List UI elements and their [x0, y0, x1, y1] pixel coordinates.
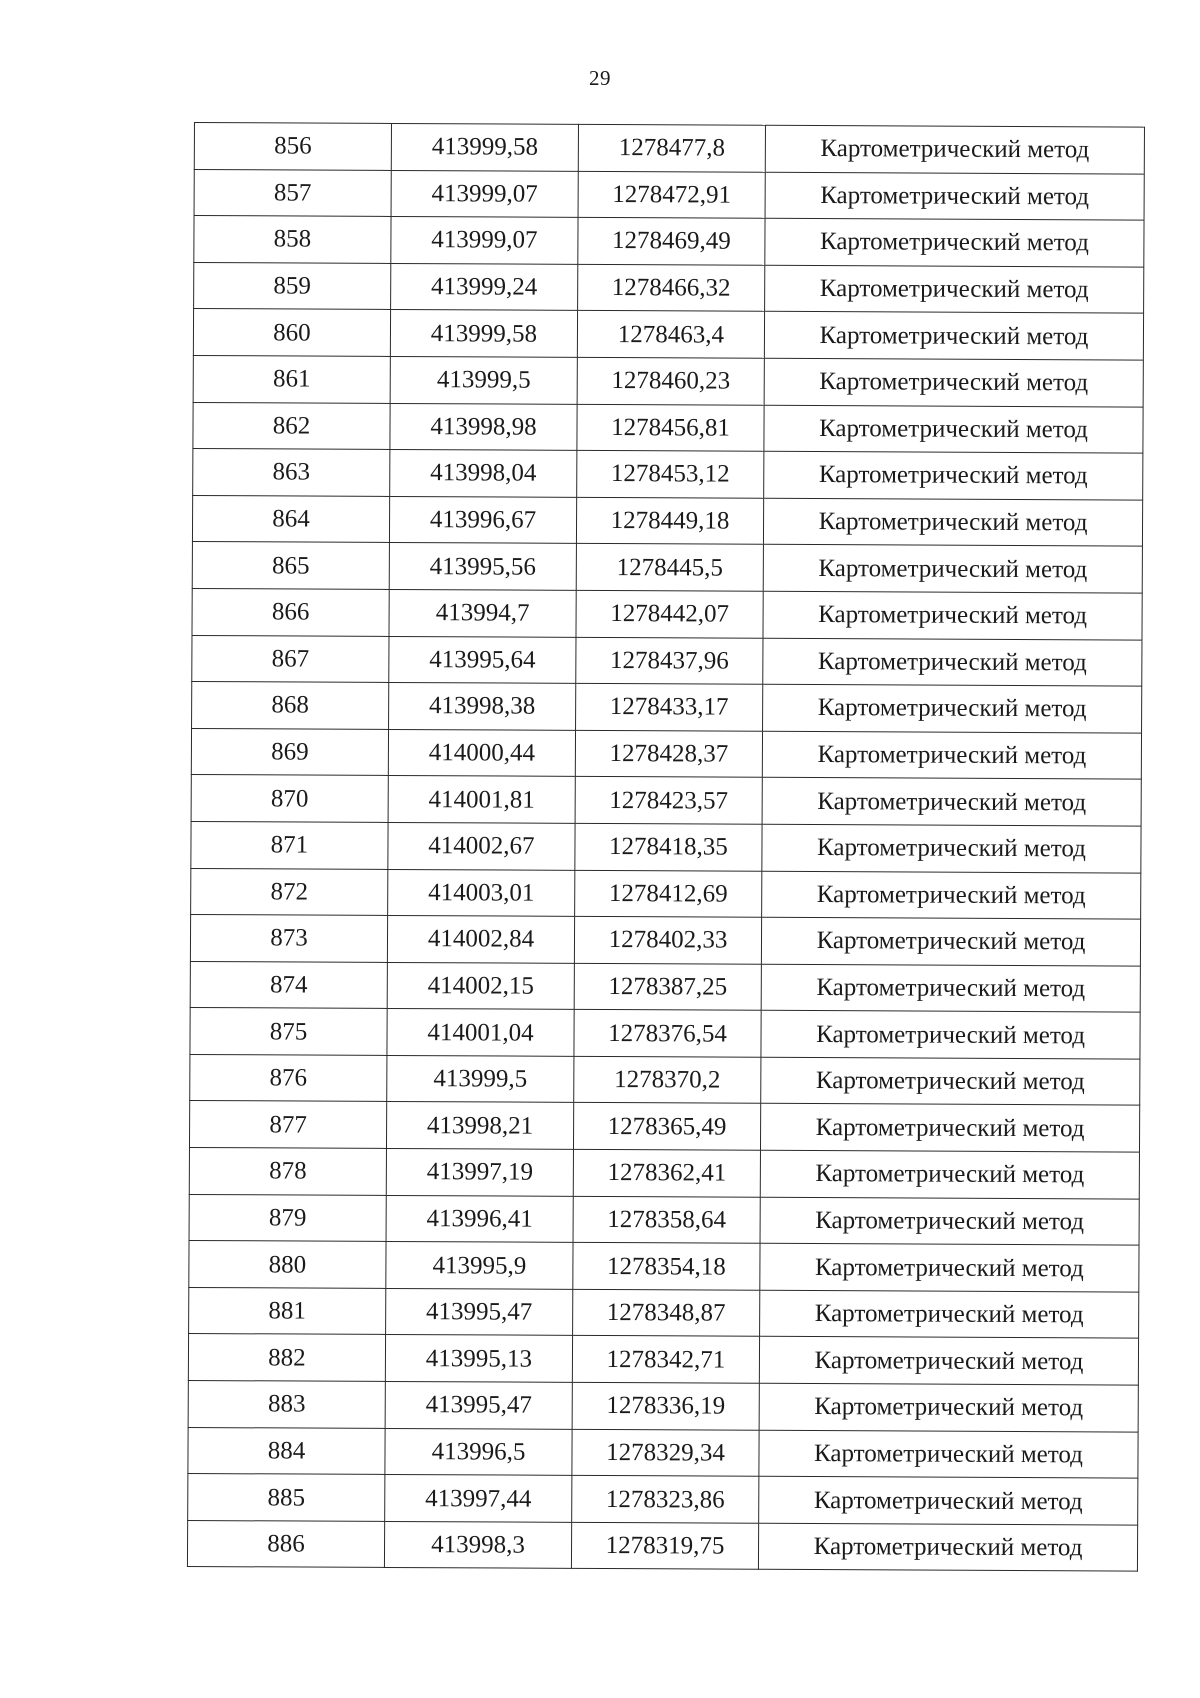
- method-cell: Картометрический метод: [762, 871, 1141, 919]
- point-number-cell: 880: [189, 1241, 386, 1289]
- point-number-cell: 883: [188, 1381, 385, 1429]
- method-cell: Картометрический метод: [761, 917, 1140, 965]
- table-row: [189, 1194, 1139, 1245]
- y-coordinate-cell: 1278358,64: [573, 1196, 760, 1244]
- y-coordinate-cell: 1278336,19: [572, 1382, 759, 1430]
- x-coordinate-cell: 413995,47: [385, 1381, 572, 1429]
- y-coordinate-cell: 1278466,32: [578, 264, 765, 312]
- point-number-cell: 875: [190, 1008, 387, 1056]
- x-coordinate-cell: 413999,5: [387, 1055, 574, 1103]
- point-number-cell: 882: [188, 1334, 385, 1382]
- point-number-cell: 859: [194, 262, 391, 310]
- x-coordinate-cell: 413997,44: [385, 1475, 572, 1523]
- y-coordinate-cell: 1278365,49: [573, 1103, 760, 1151]
- method-cell: Картометрический метод: [760, 1104, 1139, 1152]
- point-number-cell: 879: [189, 1194, 386, 1242]
- table-row: [189, 1101, 1139, 1152]
- point-number-cell: 871: [191, 821, 388, 869]
- y-coordinate-cell: 1278402,33: [574, 916, 761, 964]
- x-coordinate-cell: 414001,81: [388, 776, 575, 824]
- point-number-cell: 869: [191, 728, 388, 776]
- table-row: [189, 1287, 1139, 1338]
- method-cell: Картометрический метод: [763, 498, 1142, 546]
- point-number-cell: 858: [194, 216, 391, 264]
- table-row: [193, 449, 1143, 500]
- table-row: [190, 1008, 1140, 1059]
- point-number-cell: 885: [188, 1474, 385, 1522]
- y-coordinate-cell: 1278329,34: [572, 1429, 759, 1477]
- point-number-cell: 862: [193, 402, 390, 450]
- point-number-cell: 881: [189, 1287, 386, 1335]
- y-coordinate-cell: 1278423,57: [575, 777, 762, 825]
- table-row: [187, 1520, 1137, 1571]
- x-coordinate-cell: 413999,24: [391, 263, 578, 311]
- method-cell: Картометрический метод: [761, 1057, 1140, 1105]
- x-coordinate-cell: 413994,7: [389, 589, 576, 637]
- method-cell: Картометрический метод: [762, 824, 1141, 872]
- y-coordinate-cell: 1278433,17: [576, 683, 763, 731]
- x-coordinate-cell: 413999,07: [391, 217, 578, 265]
- table-row: [194, 216, 1144, 267]
- table-row: [194, 262, 1144, 313]
- y-coordinate-cell: 1278412,69: [575, 870, 762, 918]
- x-coordinate-cell: 413999,58: [390, 310, 577, 358]
- point-number-cell: 870: [191, 775, 388, 823]
- y-coordinate-cell: 1278453,12: [577, 451, 764, 499]
- y-coordinate-cell: 1278460,23: [577, 357, 764, 405]
- x-coordinate-cell: 413995,47: [386, 1288, 573, 1336]
- method-cell: Картометрический метод: [760, 1197, 1139, 1245]
- y-coordinate-cell: 1278348,87: [573, 1289, 760, 1337]
- x-coordinate-cell: 413996,67: [389, 496, 576, 544]
- x-coordinate-cell: 413999,58: [391, 123, 578, 171]
- y-coordinate-cell: 1278370,2: [574, 1056, 761, 1104]
- coordinates-table: [187, 122, 1145, 1572]
- y-coordinate-cell: 1278362,41: [573, 1149, 760, 1197]
- x-coordinate-cell: 413997,19: [386, 1149, 573, 1197]
- point-number-cell: 857: [194, 169, 391, 217]
- table-row: [188, 1334, 1138, 1385]
- table-row: [192, 588, 1142, 639]
- x-coordinate-cell: 413995,9: [386, 1242, 573, 1290]
- method-cell: Картометрический метод: [763, 684, 1142, 732]
- point-number-cell: 865: [192, 542, 389, 590]
- x-coordinate-cell: 413999,07: [391, 170, 578, 218]
- method-cell: Картометрический метод: [759, 1337, 1138, 1385]
- x-coordinate-cell: 414001,04: [387, 1009, 574, 1057]
- x-coordinate-cell: 413999,5: [390, 356, 577, 404]
- table-row: [188, 1427, 1138, 1478]
- method-cell: Картометрический метод: [762, 778, 1141, 826]
- table-row: [192, 682, 1142, 733]
- table-row: [192, 635, 1142, 686]
- method-cell: Картометрический метод: [760, 1244, 1139, 1292]
- y-coordinate-cell: 1278442,07: [576, 590, 763, 638]
- y-coordinate-cell: 1278477,8: [578, 124, 765, 172]
- table-row: [191, 868, 1141, 919]
- point-number-cell: 876: [190, 1054, 387, 1102]
- method-cell: Картометрический метод: [763, 591, 1142, 639]
- method-cell: Картометрический метод: [760, 1150, 1139, 1198]
- y-coordinate-cell: 1278472,91: [578, 171, 765, 219]
- table-row: [193, 402, 1143, 453]
- table-row: [191, 821, 1141, 872]
- method-cell: Картометрический метод: [764, 405, 1143, 453]
- point-number-cell: 868: [192, 682, 389, 730]
- method-cell: Картометрический метод: [763, 638, 1142, 686]
- table-row: [194, 169, 1144, 220]
- point-number-cell: 886: [187, 1520, 384, 1568]
- x-coordinate-cell: 413998,38: [389, 683, 576, 731]
- y-coordinate-cell: 1278342,71: [572, 1336, 759, 1384]
- x-coordinate-cell: 413998,98: [390, 403, 577, 451]
- x-coordinate-cell: 413995,64: [389, 636, 576, 684]
- x-coordinate-cell: 413996,41: [386, 1195, 573, 1243]
- method-cell: Картометрический метод: [764, 312, 1143, 360]
- y-coordinate-cell: 1278437,96: [576, 637, 763, 685]
- y-coordinate-cell: 1278376,54: [574, 1010, 761, 1058]
- method-cell: Картометрический метод: [761, 1011, 1140, 1059]
- y-coordinate-cell: 1278469,49: [578, 218, 765, 266]
- x-coordinate-cell: 414002,67: [388, 822, 575, 870]
- table-row: [191, 728, 1141, 779]
- table-row: [193, 309, 1143, 360]
- x-coordinate-cell: 413995,56: [389, 543, 576, 591]
- point-number-cell: 860: [193, 309, 390, 357]
- method-cell: Картометрический метод: [758, 1523, 1137, 1571]
- x-coordinate-cell: 413998,04: [390, 450, 577, 498]
- table-row: [192, 542, 1142, 593]
- table-row: [193, 355, 1143, 406]
- table-row: [194, 123, 1144, 174]
- y-coordinate-cell: 1278354,18: [573, 1243, 760, 1291]
- table-row: [190, 961, 1140, 1012]
- method-cell: Картометрический метод: [759, 1383, 1138, 1431]
- y-coordinate-cell: 1278418,35: [575, 823, 762, 871]
- table-row: [191, 775, 1141, 826]
- y-coordinate-cell: 1278449,18: [576, 497, 763, 545]
- table-row: [188, 1474, 1138, 1525]
- y-coordinate-cell: 1278445,5: [576, 544, 763, 592]
- x-coordinate-cell: 414002,84: [387, 916, 574, 964]
- point-number-cell: 873: [190, 915, 387, 963]
- x-coordinate-cell: 414003,01: [388, 869, 575, 917]
- point-number-cell: 864: [192, 495, 389, 543]
- y-coordinate-cell: 1278456,81: [577, 404, 764, 452]
- method-cell: Картометрический метод: [765, 125, 1144, 173]
- y-coordinate-cell: 1278323,86: [572, 1476, 759, 1524]
- method-cell: Картометрический метод: [763, 545, 1142, 593]
- method-cell: Картометрический метод: [762, 731, 1141, 779]
- y-coordinate-cell: 1278387,25: [574, 963, 761, 1011]
- point-number-cell: 877: [189, 1101, 386, 1149]
- method-cell: Картометрический метод: [760, 1290, 1139, 1338]
- x-coordinate-cell: 413998,3: [384, 1521, 571, 1569]
- y-coordinate-cell: 1278319,75: [571, 1522, 758, 1570]
- table-row: [189, 1241, 1139, 1292]
- table-body: [187, 123, 1144, 1572]
- x-coordinate-cell: 413996,5: [385, 1428, 572, 1476]
- method-cell: Картометрический метод: [764, 358, 1143, 406]
- method-cell: Картометрический метод: [761, 964, 1140, 1012]
- y-coordinate-cell: 1278428,37: [575, 730, 762, 778]
- x-coordinate-cell: 413998,21: [386, 1102, 573, 1150]
- x-coordinate-cell: 413995,13: [385, 1335, 572, 1383]
- method-cell: Картометрический метод: [765, 218, 1144, 266]
- point-number-cell: 866: [192, 588, 389, 636]
- table-row: [192, 495, 1142, 546]
- method-cell: Картометрический метод: [764, 451, 1143, 499]
- point-number-cell: 872: [191, 868, 388, 916]
- page-number: 29: [589, 66, 611, 90]
- y-coordinate-cell: 1278463,4: [577, 311, 764, 359]
- point-number-cell: 861: [193, 355, 390, 403]
- point-number-cell: 856: [194, 123, 391, 171]
- method-cell: Картометрический метод: [765, 265, 1144, 313]
- point-number-cell: 884: [188, 1427, 385, 1475]
- point-number-cell: 867: [192, 635, 389, 683]
- point-number-cell: 863: [193, 449, 390, 497]
- table-row: [188, 1381, 1138, 1432]
- table-row: [189, 1148, 1139, 1199]
- method-cell: Картометрический метод: [759, 1476, 1138, 1524]
- point-number-cell: 878: [189, 1148, 386, 1196]
- x-coordinate-cell: 414002,15: [387, 962, 574, 1010]
- point-number-cell: 874: [190, 961, 387, 1009]
- x-coordinate-cell: 414000,44: [388, 729, 575, 777]
- table-row: [190, 1054, 1140, 1105]
- method-cell: Картометрический метод: [765, 172, 1144, 220]
- method-cell: Картометрический метод: [759, 1430, 1138, 1478]
- table-row: [190, 915, 1140, 966]
